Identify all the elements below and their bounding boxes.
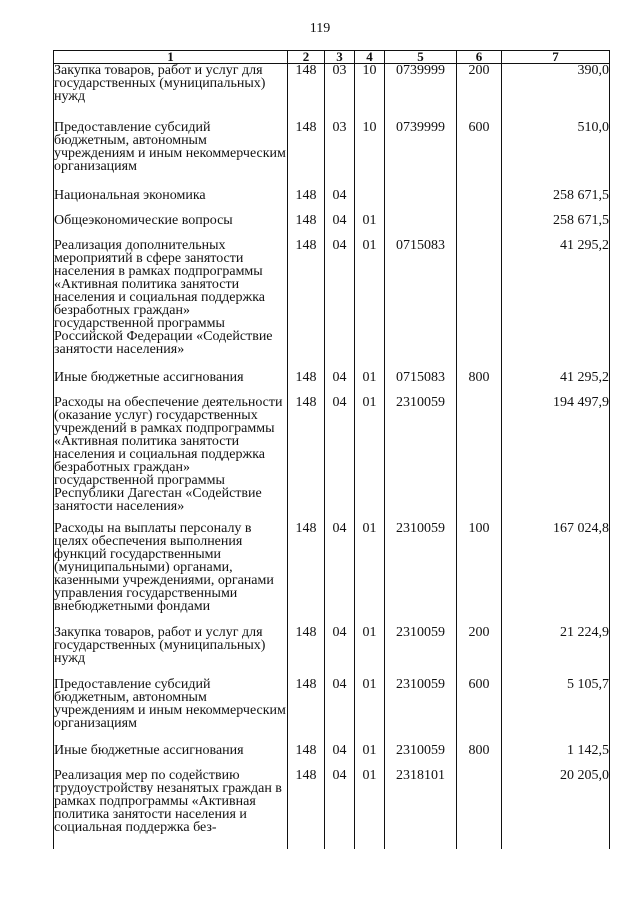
table-row <box>54 121 610 189</box>
row-amount: 5 105,7 <box>502 678 610 744</box>
row-name: Реализация дополнительных мероприятий в сфере занятости населения в рамках подпрограммы «Активная политика занятости населения и социальная поддержка безработных граждан» государственной программы Российской Федерации «Содействие занятости населения» <box>54 239 288 371</box>
row-amount: 258 671,5 <box>502 214 610 239</box>
row-name: Национальная экономика <box>54 189 288 214</box>
row-chapter-code: 148 <box>288 371 325 396</box>
row-section-code: 04 <box>325 626 355 678</box>
row-section-code: 03 <box>325 121 355 189</box>
row-chapter-code: 148 <box>288 626 325 678</box>
table-row <box>54 626 610 678</box>
row-target-code: 2310059 <box>385 522 457 626</box>
row-expense-type-code: 600 <box>457 121 502 189</box>
row-chapter-code: 148 <box>288 522 325 626</box>
row-section-code: 04 <box>325 522 355 626</box>
column-header-6: 6 <box>457 51 502 64</box>
row-section-code: 04 <box>325 678 355 744</box>
table-row <box>54 769 610 849</box>
row-target-code: 2310059 <box>385 396 457 522</box>
row-name: Предоставление субсидий бюджетным, автономным учреждениям и иным некоммерческим организациям <box>54 678 288 744</box>
row-target-code: 0715083 <box>385 239 457 371</box>
row-expense-type-code <box>457 214 502 239</box>
row-subsection-code: 10 <box>355 64 385 121</box>
row-expense-type-code: 800 <box>457 744 502 769</box>
row-section-code: 04 <box>325 189 355 214</box>
row-expense-type-code <box>457 396 502 522</box>
row-section-code: 04 <box>325 744 355 769</box>
row-expense-type-code: 800 <box>457 371 502 396</box>
row-amount: 21 224,9 <box>502 626 610 678</box>
row-subsection-code: 01 <box>355 769 385 849</box>
row-subsection-code: 01 <box>355 744 385 769</box>
row-name: Расходы на обеспечение деятельности (оказание услуг) государственных учреждений в рамках подпрограммы «Активная политика занятости населения и социальная поддержка безработных граждан» государственной программы Республики Дагестан «Содействие занятости населения» <box>54 396 288 522</box>
row-name: Иные бюджетные ассигнования <box>54 371 288 396</box>
row-subsection-code: 01 <box>355 396 385 522</box>
row-chapter-code: 148 <box>288 678 325 744</box>
row-target-code: 2318101 <box>385 769 457 849</box>
row-amount: 258 671,5 <box>502 189 610 214</box>
table-row <box>54 744 610 769</box>
column-header-5: 5 <box>385 51 457 64</box>
table-row <box>54 64 610 121</box>
row-chapter-code: 148 <box>288 189 325 214</box>
table-row <box>54 214 610 239</box>
page-number: 119 <box>309 21 331 36</box>
row-target-code <box>385 214 457 239</box>
row-target-code: 0739999 <box>385 64 457 121</box>
table-row <box>54 239 610 371</box>
row-chapter-code: 148 <box>288 396 325 522</box>
row-name: Иные бюджетные ассигнования <box>54 744 288 769</box>
row-chapter-code: 148 <box>288 744 325 769</box>
row-amount: 20 205,0 <box>502 769 610 849</box>
row-expense-type-code: 100 <box>457 522 502 626</box>
row-amount: 167 024,8 <box>502 522 610 626</box>
row-chapter-code: 148 <box>288 64 325 121</box>
row-expense-type-code: 200 <box>457 626 502 678</box>
row-name: Общеэкономические вопросы <box>54 214 288 239</box>
row-expense-type-code <box>457 769 502 849</box>
row-amount: 194 497,9 <box>502 396 610 522</box>
row-subsection-code: 01 <box>355 522 385 626</box>
row-section-code: 04 <box>325 239 355 371</box>
row-subsection-code: 01 <box>355 239 385 371</box>
row-name: Закупка товаров, работ и услуг для государственных (муниципальных) нужд <box>54 626 288 678</box>
row-amount: 510,0 <box>502 121 610 189</box>
column-header-1: 1 <box>54 51 288 64</box>
table-row <box>54 371 610 396</box>
column-header-7: 7 <box>502 51 610 64</box>
table-row <box>54 189 610 214</box>
row-section-code: 04 <box>325 769 355 849</box>
header-row <box>54 51 610 64</box>
row-amount: 41 295,2 <box>502 239 610 371</box>
row-amount: 390,0 <box>502 64 610 121</box>
row-section-code: 04 <box>325 214 355 239</box>
row-expense-type-code: 600 <box>457 678 502 744</box>
row-chapter-code: 148 <box>288 214 325 239</box>
row-target-code: 2310059 <box>385 744 457 769</box>
row-section-code: 04 <box>325 371 355 396</box>
row-amount: 41 295,2 <box>502 371 610 396</box>
row-subsection-code: 10 <box>355 121 385 189</box>
table-row <box>54 678 610 744</box>
row-name: Расходы на выплаты персоналу в целях обеспечения выполнения функций государственными (муниципальными) органами, казенными учреждениями, органами управления государственными внебюджетными фондами <box>54 522 288 626</box>
column-header-2: 2 <box>288 51 325 64</box>
column-header-4: 4 <box>355 51 385 64</box>
row-expense-type-code <box>457 189 502 214</box>
row-target-code: 0715083 <box>385 371 457 396</box>
table-row <box>54 396 610 522</box>
row-name: Предоставление субсидий бюджетным, автономным учреждениям и иным некоммерческим организациям <box>54 121 288 189</box>
row-name: Закупка товаров, работ и услуг для государственных (муниципальных) нужд <box>54 64 288 121</box>
row-subsection-code: 01 <box>355 626 385 678</box>
row-expense-type-code: 200 <box>457 64 502 121</box>
row-section-code: 03 <box>325 64 355 121</box>
row-expense-type-code <box>457 239 502 371</box>
row-name: Реализация мер по содействию трудоустройству незанятых граждан в рамках подпрограммы «Активная политика занятости населения и социальная поддержка без- <box>54 769 288 849</box>
row-target-code: 2310059 <box>385 626 457 678</box>
row-subsection-code: 01 <box>355 371 385 396</box>
row-section-code: 04 <box>325 396 355 522</box>
column-header-3: 3 <box>325 51 355 64</box>
row-subsection-code: 01 <box>355 214 385 239</box>
row-subsection-code: 01 <box>355 678 385 744</box>
row-chapter-code: 148 <box>288 239 325 371</box>
budget-table <box>53 50 610 849</box>
row-amount: 1 142,5 <box>502 744 610 769</box>
row-target-code: 0739999 <box>385 121 457 189</box>
row-chapter-code: 148 <box>288 769 325 849</box>
row-target-code: 2310059 <box>385 678 457 744</box>
table-row <box>54 522 610 626</box>
row-target-code <box>385 189 457 214</box>
row-chapter-code: 148 <box>288 121 325 189</box>
row-subsection-code <box>355 189 385 214</box>
